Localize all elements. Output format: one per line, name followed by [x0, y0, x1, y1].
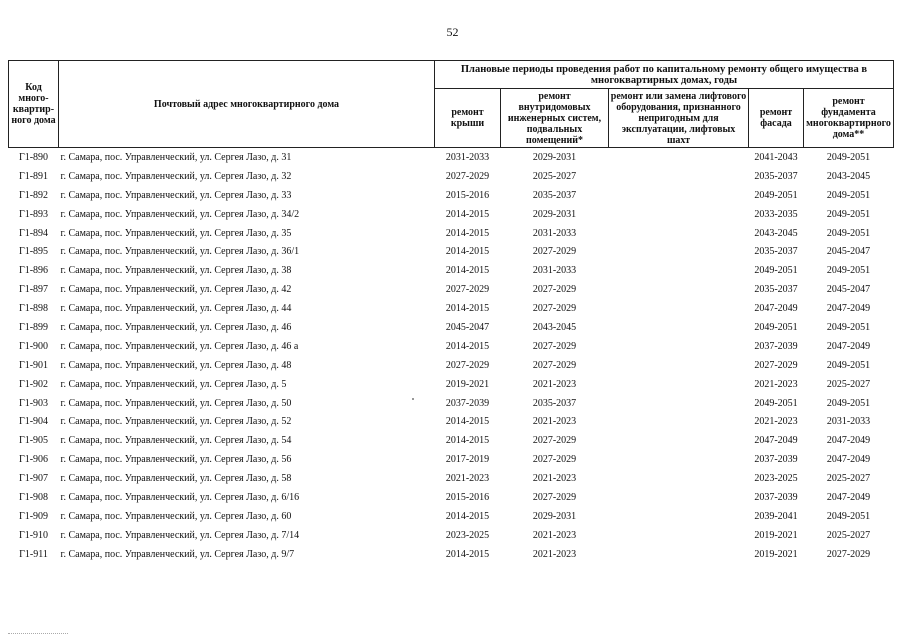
- cell-engineering: 2021-2023: [532, 378, 577, 390]
- cell-roof: 2027-2029: [445, 170, 490, 182]
- cell-elevator: [609, 299, 749, 318]
- table-row: [9, 280, 894, 299]
- cell-roof: 2027-2029: [445, 359, 490, 371]
- cell-roof: 2014-2015: [445, 548, 490, 560]
- cell-elevator: [609, 394, 749, 413]
- cell-elevator: [609, 167, 749, 186]
- cell-elevator: [609, 224, 749, 243]
- table-row: [9, 224, 894, 243]
- cell-code: Г1-894: [18, 227, 49, 239]
- table-row: [9, 394, 894, 413]
- cell-elevator: [609, 450, 749, 469]
- cell-roof: 2014-2015: [445, 340, 490, 352]
- cell-foundation: 2045-2047: [826, 246, 871, 258]
- page-number: 52: [446, 25, 459, 39]
- cell-elevator: [609, 337, 749, 356]
- cell-address: г. Самара, пос. Управленческий, ул. Сергея Лазо, д. 58: [60, 473, 292, 485]
- table-row: [9, 375, 894, 394]
- cell-elevator: [609, 205, 749, 224]
- table-row: [9, 167, 894, 186]
- cell-foundation: 2027-2029: [826, 548, 871, 560]
- cell-address: г. Самара, пос. Управленческий, ул. Сергея Лазо, д. 6/16: [60, 491, 300, 503]
- cell-engineering: 2027-2029: [532, 454, 577, 466]
- cell-engineering: 2029-2031: [532, 510, 577, 522]
- cell-code: Г1-900: [18, 340, 49, 352]
- cell-address: г. Самара, пос. Управленческий, ул. Сергея Лазо, д. 9/7: [60, 548, 295, 560]
- cell-foundation: 2049-2051: [826, 321, 871, 333]
- cell-elevator: [609, 242, 749, 261]
- cell-engineering: 2027-2029: [532, 340, 577, 352]
- cell-code: Г1-907: [18, 473, 49, 485]
- cell-foundation: 2049-2051: [826, 151, 871, 163]
- cell-engineering: 2031-2033: [532, 265, 577, 277]
- cell-facade: 2049-2051: [754, 321, 798, 333]
- cell-roof: 2014-2015: [445, 208, 490, 220]
- cell-engineering: 2035-2037: [532, 189, 577, 201]
- cell-facade: 2049-2051: [754, 189, 798, 201]
- cell-facade: 2035-2037: [754, 284, 798, 296]
- header-foundation: ремонт фундамента многоквартирного дома**: [804, 89, 894, 148]
- cell-facade: 2049-2051: [754, 265, 798, 277]
- cell-address: г. Самара, пос. Управленческий, ул. Сергея Лазо, д. 60: [60, 510, 292, 522]
- cell-foundation: 2047-2049: [826, 454, 871, 466]
- cell-foundation: 2049-2051: [826, 265, 871, 277]
- cell-roof: 2014-2015: [445, 416, 490, 428]
- cell-facade: 2039-2041: [754, 510, 798, 522]
- cell-engineering: 2027-2029: [532, 359, 577, 371]
- cell-address: г. Самара, пос. Управленческий, ул. Сергея Лазо, д. 50: [60, 397, 292, 409]
- cell-code: Г1-890: [18, 151, 49, 163]
- cell-facade: 2041-2043: [754, 151, 798, 163]
- header-code: Код много-квартир-ного дома: [9, 61, 59, 148]
- cell-foundation: 2025-2027: [826, 529, 871, 541]
- cell-address: г. Самара, пос. Управленческий, ул. Сергея Лазо, д. 46 а: [60, 340, 299, 352]
- cell-engineering: 2027-2029: [532, 284, 577, 296]
- cell-elevator: [609, 431, 749, 450]
- cell-code: Г1-909: [18, 510, 49, 522]
- cell-address: г. Самара, пос. Управленческий, ул. Сергея Лазо, д. 56: [60, 454, 292, 466]
- cell-elevator: [609, 526, 749, 545]
- cell-code: Г1-908: [18, 491, 49, 503]
- cell-engineering: 2027-2029: [532, 246, 577, 258]
- cell-foundation: 2025-2027: [826, 473, 871, 485]
- cell-facade: 2047-2049: [754, 303, 798, 315]
- cell-address: г. Самара, пос. Управленческий, ул. Сергея Лазо, д. 5: [60, 378, 287, 390]
- cell-address: г. Самара, пос. Управленческий, ул. Сергея Лазо, д. 36/1: [60, 246, 300, 258]
- cell-address: г. Самара, пос. Управленческий, ул. Сергея Лазо, д. 33: [60, 189, 292, 201]
- cell-facade: 2019-2021: [754, 529, 798, 541]
- table-row: [9, 205, 894, 224]
- cell-roof: 2027-2029: [445, 284, 490, 296]
- cell-elevator: [609, 356, 749, 375]
- cell-elevator: [609, 186, 749, 205]
- cell-code: Г1-906: [18, 454, 49, 466]
- cell-facade: 2037-2039: [754, 491, 798, 503]
- capital-repair-schedule-table: [8, 60, 894, 564]
- cell-foundation: 2049-2051: [826, 510, 871, 522]
- cell-code: Г1-895: [18, 246, 49, 258]
- cell-facade: 2035-2037: [754, 170, 798, 182]
- cell-roof: 2014-2015: [445, 265, 490, 277]
- cell-foundation: 2047-2049: [826, 340, 871, 352]
- cell-elevator: [609, 412, 749, 431]
- cell-engineering: 2021-2023: [532, 416, 577, 428]
- header-engineering: ремонт внутридомовых инженерных систем, подвальных помещений*: [501, 89, 609, 148]
- cell-address: г. Самара, пос. Управленческий, ул. Сергея Лазо, д. 34/2: [60, 208, 300, 220]
- cell-engineering: 2031-2033: [532, 227, 577, 239]
- cell-facade: 2037-2039: [754, 454, 798, 466]
- table-row: [9, 148, 894, 167]
- cell-roof: 2014-2015: [445, 303, 490, 315]
- cell-engineering: 2021-2023: [532, 529, 577, 541]
- cell-elevator: [609, 261, 749, 280]
- cell-facade: 2033-2035: [754, 208, 798, 220]
- table-row: [9, 242, 894, 261]
- cell-engineering: 2035-2037: [532, 397, 577, 409]
- cell-code: Г1-893: [18, 208, 49, 220]
- cell-engineering: 2021-2023: [532, 548, 577, 560]
- cell-foundation: 2047-2049: [826, 303, 871, 315]
- cell-address: г. Самара, пос. Управленческий, ул. Сергея Лазо, д. 7/14: [60, 529, 300, 541]
- cell-roof: 2023-2025: [445, 529, 490, 541]
- table-row: [9, 318, 894, 337]
- cell-facade: 2023-2025: [754, 473, 798, 485]
- cell-roof: 2014-2015: [445, 435, 490, 447]
- cell-code: Г1-892: [18, 189, 49, 201]
- cell-elevator: [609, 280, 749, 299]
- cell-elevator: [609, 148, 749, 167]
- table-row: [9, 299, 894, 318]
- cell-code: Г1-903: [18, 397, 49, 409]
- cell-elevator: [609, 469, 749, 488]
- cell-facade: 2019-2021: [754, 548, 798, 560]
- cell-code: Г1-896: [18, 265, 49, 277]
- cell-foundation: 2045-2047: [826, 284, 871, 296]
- cell-roof: 2014-2015: [445, 227, 490, 239]
- cell-engineering: 2029-2031: [532, 151, 577, 163]
- cell-code: Г1-904: [18, 416, 49, 428]
- cell-roof: 2015-2016: [445, 491, 490, 503]
- cell-facade: 2049-2051: [754, 397, 798, 409]
- cell-address: г. Самара, пос. Управленческий, ул. Сергея Лазо, д. 38: [60, 265, 292, 277]
- cell-address: г. Самара, пос. Управленческий, ул. Сергея Лазо, д. 48: [60, 359, 292, 371]
- table-row: [9, 469, 894, 488]
- cell-elevator: [609, 545, 749, 564]
- table-row: [9, 545, 894, 564]
- cell-roof: 2014-2015: [445, 510, 490, 522]
- scan-artifact: [8, 631, 68, 634]
- cell-address: г. Самара, пос. Управленческий, ул. Сергея Лазо, д. 54: [60, 435, 292, 447]
- cell-code: Г1-902: [18, 378, 49, 390]
- table-body: [9, 148, 894, 564]
- cell-foundation: 2047-2049: [826, 435, 871, 447]
- cell-foundation: 2031-2033: [826, 416, 871, 428]
- cell-address: г. Самара, пос. Управленческий, ул. Сергея Лазо, д. 32: [60, 170, 292, 182]
- header-elevator: ремонт или замена лифтового оборудования, признанного непригодным для эксплуатации, лифтовых шахт: [609, 89, 749, 148]
- table-row: [9, 412, 894, 431]
- table-row: [9, 356, 894, 375]
- cell-foundation: 2049-2051: [826, 189, 871, 201]
- cell-roof: 2015-2016: [445, 189, 490, 201]
- cell-facade: 2037-2039: [754, 340, 798, 352]
- cell-engineering: 2025-2027: [532, 170, 577, 182]
- cell-code: Г1-910: [18, 529, 49, 541]
- cell-roof: 2017-2019: [445, 454, 490, 466]
- cell-elevator: [609, 375, 749, 394]
- cell-foundation: 2049-2051: [826, 359, 871, 371]
- cell-engineering: 2027-2029: [532, 435, 577, 447]
- cell-roof: 2014-2015: [445, 246, 490, 258]
- header-planned-periods: Плановые периоды проведения работ по капитальному ремонту общего имущества в многоквартирных домах, годы: [435, 61, 894, 89]
- cell-address: г. Самара, пос. Управленческий, ул. Сергея Лазо, д. 31: [60, 151, 292, 163]
- table-row: [9, 507, 894, 526]
- cell-code: Г1-899: [18, 321, 49, 333]
- cell-engineering: 2027-2029: [532, 303, 577, 315]
- cell-code: Г1-911: [19, 548, 48, 560]
- header-address: Почтовый адрес многоквартирного дома: [59, 61, 435, 148]
- table-row: [9, 488, 894, 507]
- cell-elevator: [609, 507, 749, 526]
- cell-engineering: 2027-2029: [532, 491, 577, 503]
- cell-code: Г1-901: [18, 359, 49, 371]
- cell-code: Г1-905: [18, 435, 49, 447]
- cell-facade: 2027-2029: [754, 359, 798, 371]
- cell-engineering: 2029-2031: [532, 208, 577, 220]
- table-row: [9, 431, 894, 450]
- cell-roof: 2021-2023: [445, 473, 490, 485]
- cell-facade: 2021-2023: [754, 416, 798, 428]
- cell-address: г. Самара, пос. Управленческий, ул. Сергея Лазо, д. 42: [60, 284, 292, 296]
- cell-facade: 2047-2049: [754, 435, 798, 447]
- cell-address: г. Самара, пос. Управленческий, ул. Сергея Лазо, д. 35: [60, 227, 292, 239]
- table-row: [9, 526, 894, 545]
- cell-facade: 2043-2045: [754, 227, 798, 239]
- cell-foundation: 2047-2049: [826, 491, 871, 503]
- cell-address: г. Самара, пос. Управленческий, ул. Сергея Лазо, д. 52: [60, 416, 292, 428]
- cell-address: г. Самара, пос. Управленческий, ул. Сергея Лазо, д. 46: [60, 321, 292, 333]
- table-row: [9, 337, 894, 356]
- cell-foundation: 2049-2051: [826, 208, 871, 220]
- header-roof: ремонт крыши: [435, 89, 501, 148]
- cell-roof: 2037-2039: [445, 397, 490, 409]
- header-facade: ремонт фасада: [749, 89, 804, 148]
- cell-engineering: 2043-2045: [532, 321, 577, 333]
- cell-foundation: 2049-2051: [826, 227, 871, 239]
- cell-foundation: 2025-2027: [826, 378, 871, 390]
- cell-elevator: [609, 488, 749, 507]
- cell-roof: 2019-2021: [445, 378, 490, 390]
- table-row: [9, 450, 894, 469]
- cell-facade: 2035-2037: [754, 246, 798, 258]
- cell-code: Г1-891: [18, 170, 49, 182]
- cell-roof: 2031-2033: [445, 151, 490, 163]
- cell-facade: 2021-2023: [754, 378, 798, 390]
- cell-foundation: 2049-2051: [826, 397, 871, 409]
- table-row: [9, 186, 894, 205]
- cell-foundation: 2043-2045: [826, 170, 871, 182]
- table-row: [9, 261, 894, 280]
- cell-engineering: 2021-2023: [532, 473, 577, 485]
- cell-elevator: [609, 318, 749, 337]
- cell-roof: 2045-2047: [445, 321, 490, 333]
- cell-code: Г1-897: [18, 284, 49, 296]
- scan-speck: [412, 398, 414, 400]
- cell-address: г. Самара, пос. Управленческий, ул. Сергея Лазо, д. 44: [60, 303, 292, 315]
- cell-code: Г1-898: [18, 303, 49, 315]
